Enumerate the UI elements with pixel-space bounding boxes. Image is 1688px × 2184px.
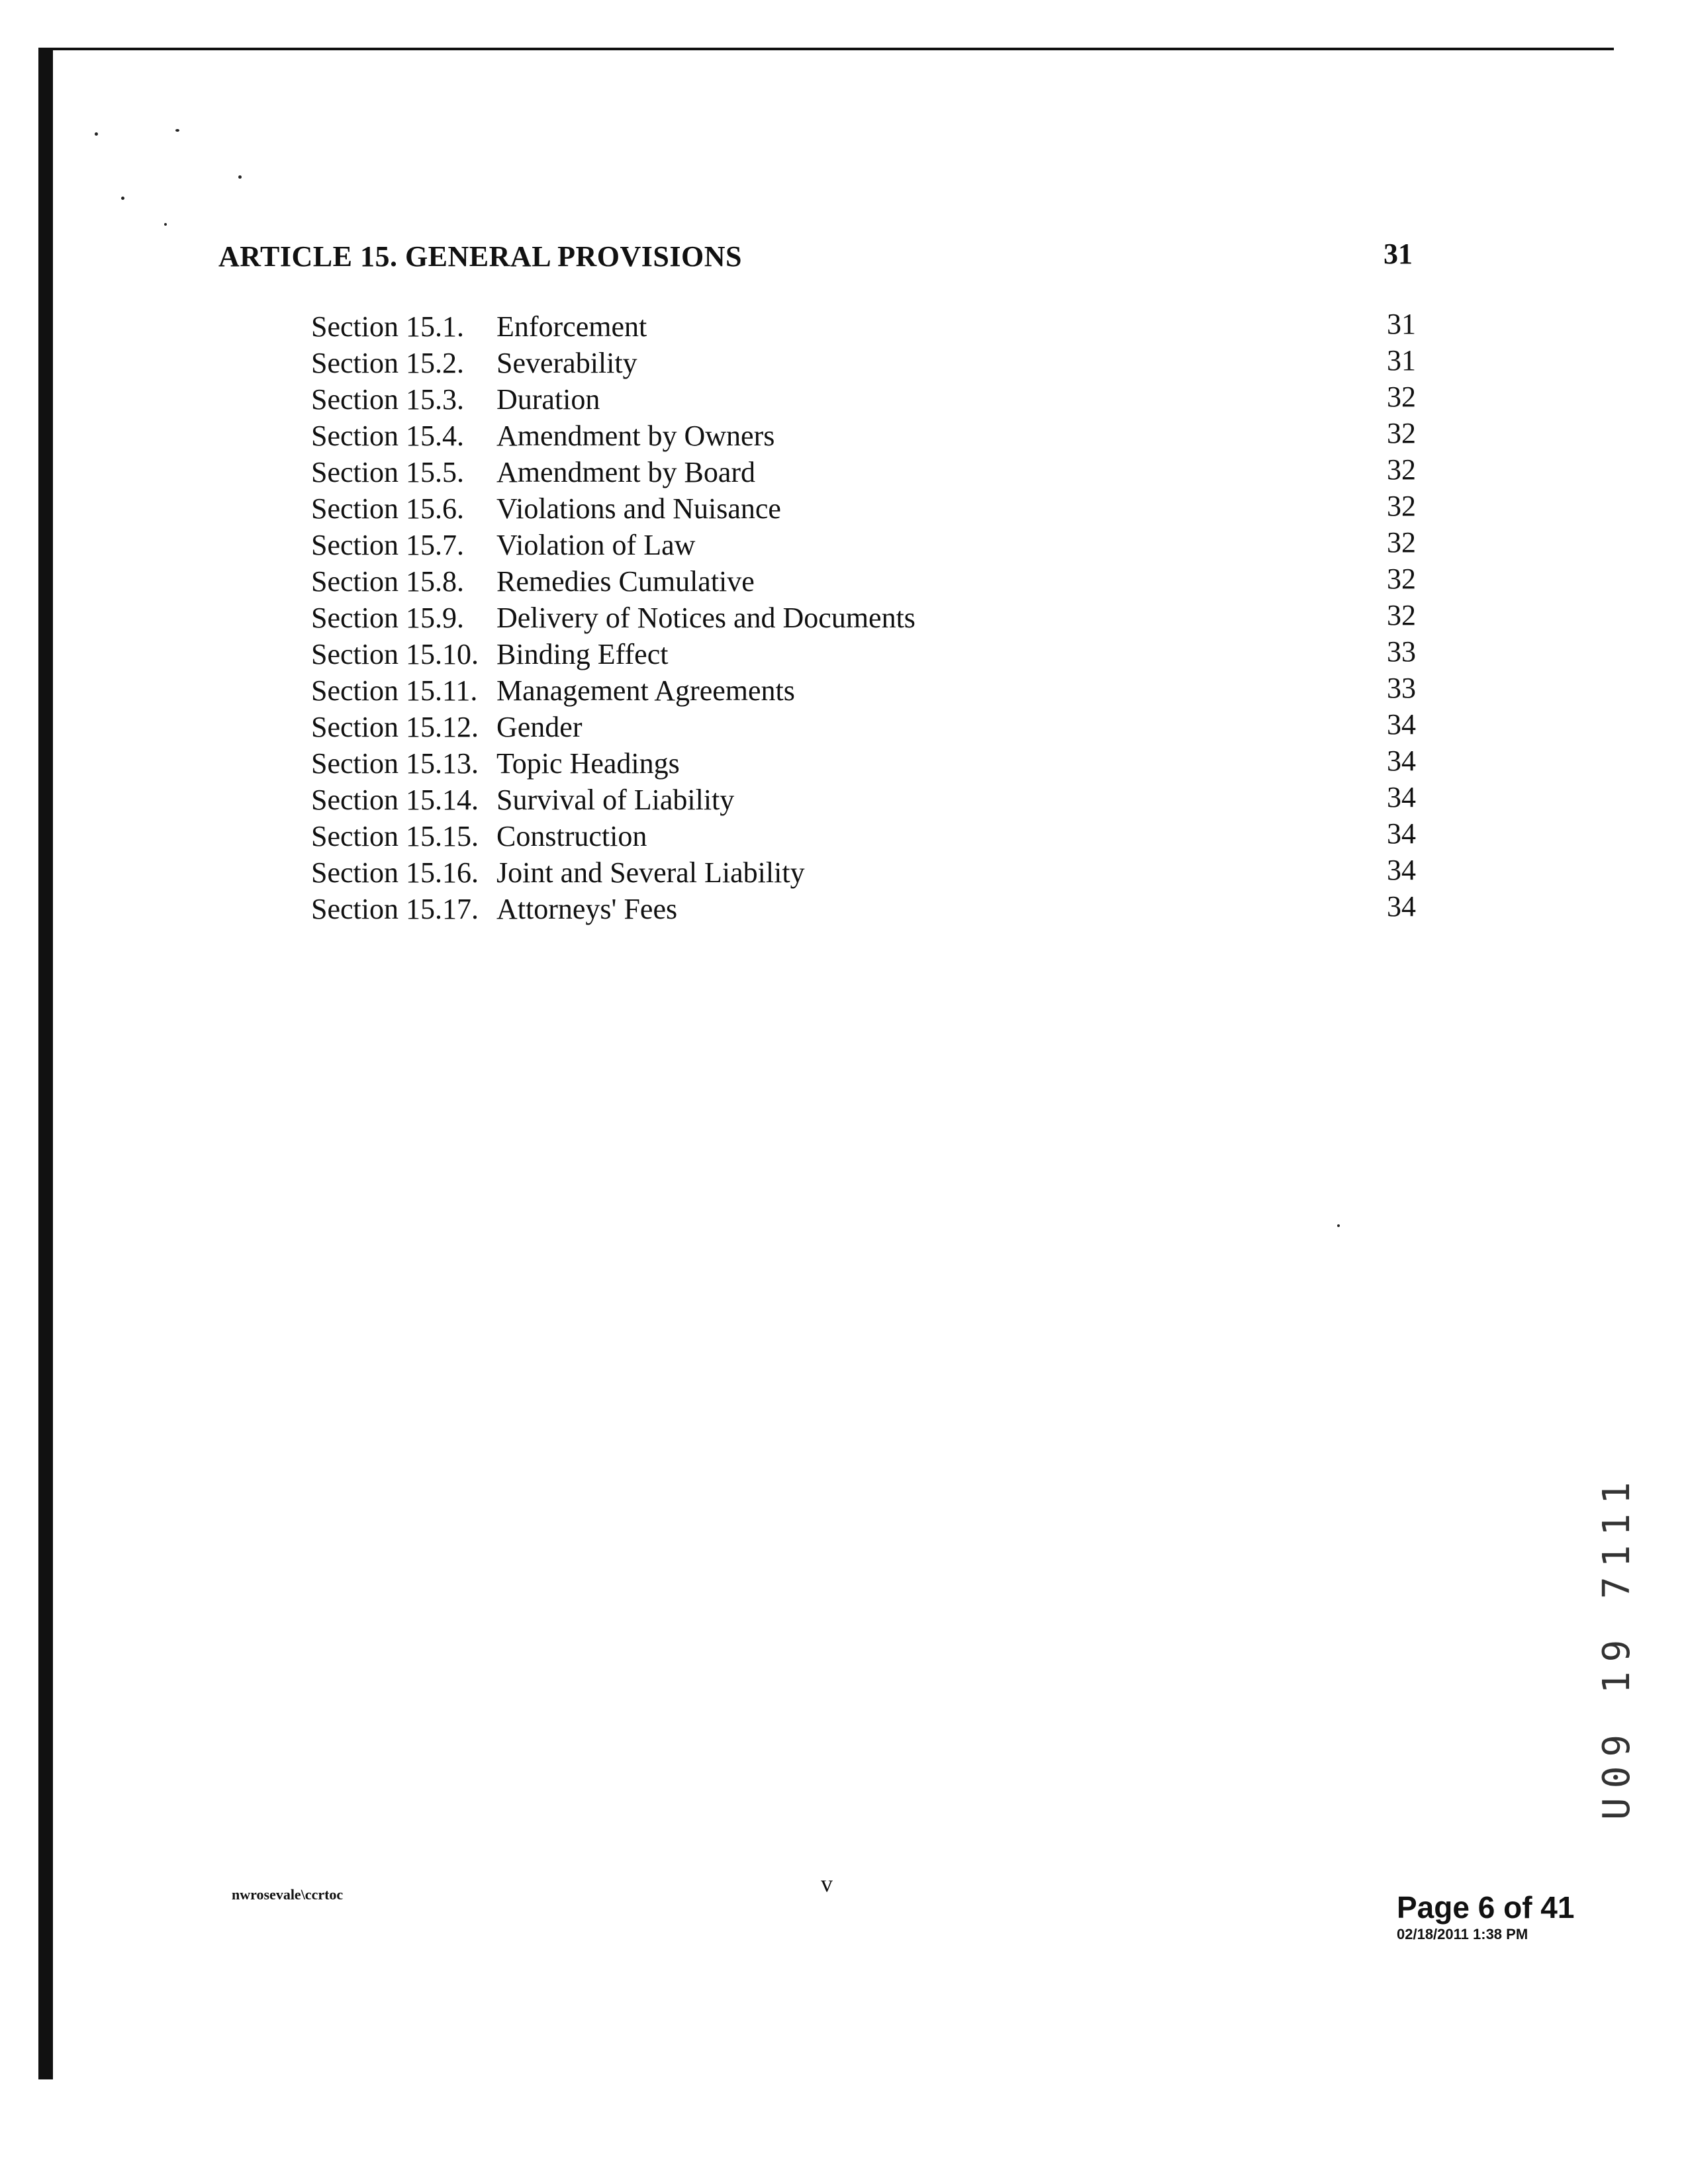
section-number: Section 15.17. <box>311 893 479 925</box>
scan-speck <box>175 129 179 132</box>
toc-entry <box>0 310 1688 346</box>
section-number: Section 15.16. <box>311 856 479 889</box>
section-title: Survival of Liability <box>496 784 735 816</box>
section-title: Violation of Law <box>496 529 696 561</box>
scan-speck <box>121 197 124 200</box>
section-page: 32 <box>1387 599 1416 631</box>
section-title: Gender <box>496 711 583 743</box>
toc-entry <box>0 892 1688 929</box>
section-title: Violations and Nuisance <box>496 492 781 525</box>
section-number: Section 15.4. <box>311 420 464 452</box>
toc-entry <box>0 710 1688 747</box>
section-number: Section 15.6. <box>311 492 464 525</box>
section-title: Binding Effect <box>496 638 669 670</box>
section-page: 32 <box>1387 453 1416 486</box>
toc-entry <box>0 455 1688 492</box>
scan-speck <box>1337 1224 1340 1227</box>
section-title: Amendment by Board <box>496 456 756 488</box>
section-number: Section 15.14. <box>311 784 479 816</box>
section-page: 32 <box>1387 417 1416 449</box>
section-page: 34 <box>1387 745 1416 777</box>
section-number: Section 15.2. <box>311 347 464 379</box>
vertical-stamp-text: U09 19 7111 <box>1595 1473 1638 1820</box>
section-title: Topic Headings <box>496 747 680 780</box>
toc-entry <box>0 637 1688 674</box>
article-page-number: 31 <box>1383 238 1413 270</box>
section-page: 34 <box>1387 708 1416 741</box>
section-title: Enforcement <box>496 310 647 343</box>
toc-entry <box>0 819 1688 856</box>
toc-entry <box>0 856 1688 892</box>
scan-top-rule <box>38 48 1614 50</box>
section-page: 33 <box>1387 635 1416 668</box>
section-title: Delivery of Notices and Documents <box>496 602 915 634</box>
section-number: Section 15.12. <box>311 711 479 743</box>
section-page: 33 <box>1387 672 1416 704</box>
section-page: 32 <box>1387 563 1416 595</box>
section-number: Section 15.1. <box>311 310 464 343</box>
toc-entry <box>0 674 1688 710</box>
section-page: 31 <box>1387 308 1416 340</box>
section-title: Remedies Cumulative <box>496 565 755 598</box>
section-page: 34 <box>1387 854 1416 886</box>
toc-entry <box>0 747 1688 783</box>
section-number: Section 15.8. <box>311 565 464 598</box>
section-list <box>0 310 1688 929</box>
section-title: Joint and Several Liability <box>496 856 805 889</box>
footer-file-reference: nwrosevale\ccrtoc <box>232 1886 344 1903</box>
scan-speck <box>164 223 167 226</box>
toc-entry <box>0 383 1688 419</box>
section-number: Section 15.15. <box>311 820 479 852</box>
section-title: Construction <box>496 820 647 852</box>
section-number: Section 15.5. <box>311 456 464 488</box>
section-number: Section 15.10. <box>311 638 479 670</box>
section-title: Duration <box>496 383 600 416</box>
toc-entry <box>0 783 1688 819</box>
toc-entry <box>0 601 1688 637</box>
section-page: 32 <box>1387 381 1416 413</box>
section-number: Section 15.9. <box>311 602 464 634</box>
article-heading: ARTICLE 15. GENERAL PROVISIONS <box>218 240 742 273</box>
section-number: Section 15.7. <box>311 529 464 561</box>
toc-entry <box>0 419 1688 455</box>
section-title: Severability <box>496 347 637 379</box>
toc-entry <box>0 492 1688 528</box>
section-title: Management Agreements <box>496 674 795 707</box>
footer-roman-page-number: v <box>821 1870 833 1897</box>
section-page: 32 <box>1387 526 1416 559</box>
section-number: Section 15.11. <box>311 674 478 707</box>
section-page: 31 <box>1387 344 1416 377</box>
scan-speck <box>238 175 242 179</box>
toc-entry <box>0 565 1688 601</box>
vertical-document-number-stamp <box>1542 1473 1638 1833</box>
section-page: 32 <box>1387 490 1416 522</box>
section-title: Attorneys' Fees <box>496 893 678 925</box>
toc-entry <box>0 346 1688 383</box>
recording-page-stamp: Page 6 of 41 <box>1397 1890 1575 1925</box>
section-page: 34 <box>1387 817 1416 850</box>
section-page: 34 <box>1387 781 1416 813</box>
section-title: Amendment by Owners <box>496 420 775 452</box>
toc-entry <box>0 528 1688 565</box>
section-number: Section 15.3. <box>311 383 464 416</box>
recording-date-stamp: 02/18/2011 1:38 PM <box>1397 1926 1528 1942</box>
scan-speck <box>95 132 98 136</box>
section-number: Section 15.13. <box>311 747 479 780</box>
section-page: 34 <box>1387 890 1416 923</box>
